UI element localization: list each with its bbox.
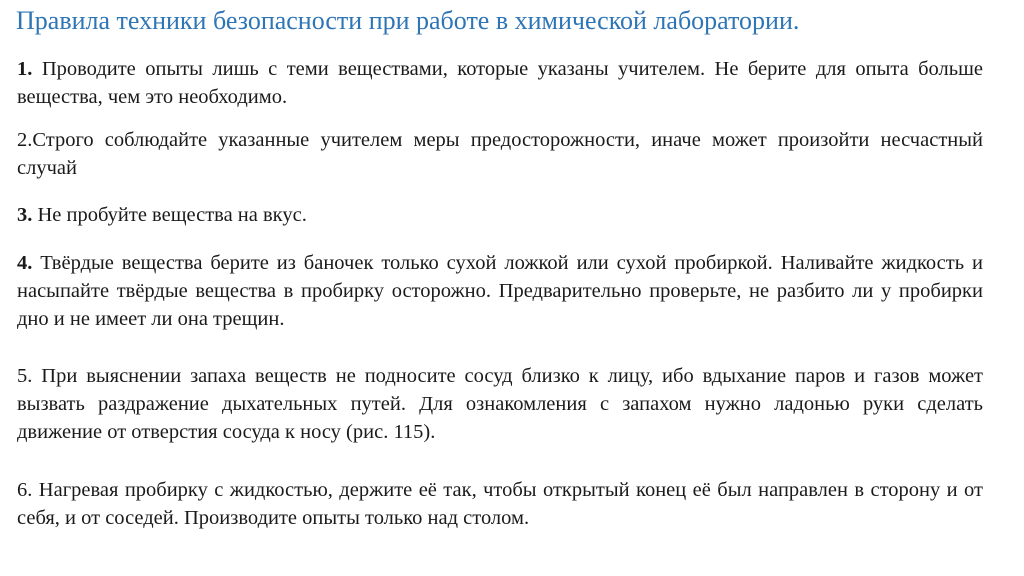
rule-number: 1. [17,58,33,80]
rule-item-1 [17,55,983,111]
rule-number: 5. [17,365,33,387]
rule-text: Твёрдые вещества берите из баночек только сухой ложкой или сухой пробиркой. Наливайте жидкость и насыпайте твёрдые вещества в пробирку осторожно. Предварительно проверьте, не разбито ли у пробирки дно и не имеет ли она трещин. [17,252,983,330]
rule-text: Нагревая пробирку с жидкостью, держите её так, чтобы открытый конец её был направлен в сторону и от себя, и от соседей. Производите опыты только над столом. [17,479,983,529]
rule-item-2 [17,126,983,182]
rule-text: Строго соблюдайте указанные учителем меры предосторожности, иначе может произойти несчастный случай [17,129,983,179]
rule-number: 6. [17,479,33,501]
rule-number: 2. [17,129,33,151]
rule-item-6 [17,476,983,532]
page-title: Правила техники безопасности при работе в химической лаборатории. [16,6,800,35]
rule-number: 4. [17,252,33,274]
rule-text: Не пробуйте вещества на вкус. [32,204,307,226]
rule-number: 3. [17,204,33,226]
rule-item-5 [17,362,983,446]
rule-text: Проводите опыты лишь с теми веществами, которые указаны учителем. Не берите для опыта больше вещества, чем это необходимо. [17,58,983,108]
rule-text: При выяснении запаха веществ не подносите сосуд близко к лицу, ибо вдыхание паров и газов может вызвать раздражение дыхательных путей. Для ознакомления с запахом нужно ладонью руки сделать движение от отверстия сосуда к носу (рис. 115). [17,365,983,443]
rule-item-4 [17,249,983,333]
rule-item-3 [17,201,983,229]
